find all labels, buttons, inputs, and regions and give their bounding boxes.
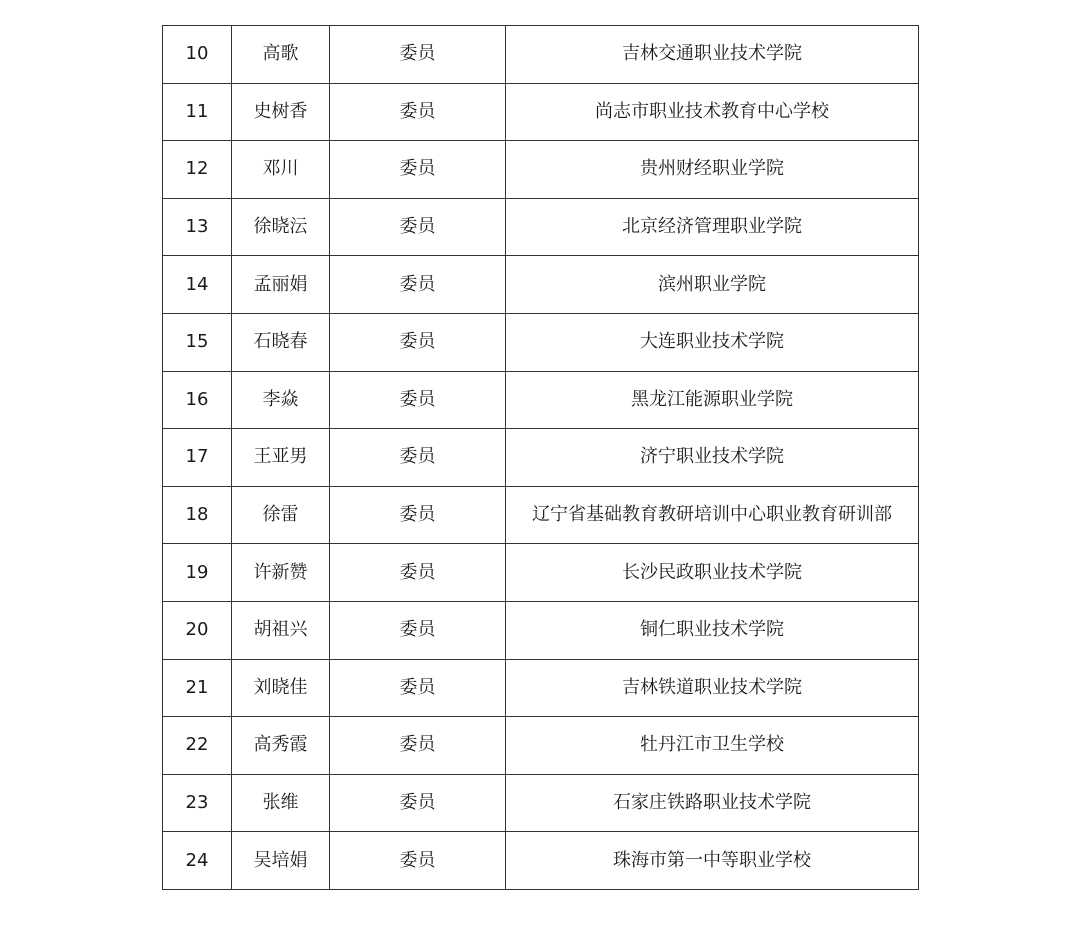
member-organization-cell: 铜仁职业技术学院 (506, 601, 919, 659)
row-number-cell: 11 (163, 83, 232, 141)
member-role-cell: 委员 (330, 429, 506, 487)
member-organization-cell: 济宁职业技术学院 (506, 429, 919, 487)
member-organization-cell: 牡丹江市卫生学校 (506, 717, 919, 775)
member-organization-cell: 石家庄铁路职业技术学院 (506, 774, 919, 832)
member-name-cell: 刘晓佳 (232, 659, 330, 717)
table-row (163, 832, 919, 890)
member-role-cell: 委员 (330, 774, 506, 832)
member-role-cell: 委员 (330, 83, 506, 141)
member-name-cell: 邓川 (232, 141, 330, 199)
member-organization-cell: 吉林铁道职业技术学院 (506, 659, 919, 717)
row-number-cell: 12 (163, 141, 232, 199)
row-number-cell: 13 (163, 198, 232, 256)
table-row (163, 486, 919, 544)
member-role-cell: 委员 (330, 371, 506, 429)
table-row (163, 717, 919, 775)
member-table (162, 25, 919, 890)
table-row (163, 26, 919, 84)
member-name-cell: 石晓春 (232, 313, 330, 371)
member-organization-cell: 长沙民政职业技术学院 (506, 544, 919, 602)
member-role-cell: 委员 (330, 486, 506, 544)
member-name-cell: 李焱 (232, 371, 330, 429)
table-row (163, 601, 919, 659)
member-name-cell: 许新赞 (232, 544, 330, 602)
member-role-cell: 委员 (330, 141, 506, 199)
row-number-cell: 10 (163, 26, 232, 84)
member-name-cell: 张维 (232, 774, 330, 832)
member-role-cell: 委员 (330, 198, 506, 256)
table-row (163, 544, 919, 602)
member-organization-cell: 贵州财经职业学院 (506, 141, 919, 199)
member-role-cell: 委员 (330, 832, 506, 890)
member-organization-cell: 辽宁省基础教育教研培训中心职业教育研训部 (506, 486, 919, 544)
row-number-cell: 16 (163, 371, 232, 429)
member-role-cell: 委员 (330, 717, 506, 775)
table-row (163, 371, 919, 429)
member-name-cell: 孟丽娟 (232, 256, 330, 314)
member-name-cell: 吴培娟 (232, 832, 330, 890)
member-role-cell: 委员 (330, 313, 506, 371)
table-row (163, 83, 919, 141)
member-role-cell: 委员 (330, 256, 506, 314)
table-row (163, 141, 919, 199)
row-number-cell: 20 (163, 601, 232, 659)
member-organization-cell: 黑龙江能源职业学院 (506, 371, 919, 429)
member-name-cell: 王亚男 (232, 429, 330, 487)
table-row (163, 198, 919, 256)
row-number-cell: 24 (163, 832, 232, 890)
member-organization-cell: 吉林交通职业技术学院 (506, 26, 919, 84)
row-number-cell: 14 (163, 256, 232, 314)
row-number-cell: 22 (163, 717, 232, 775)
member-organization-cell: 北京经济管理职业学院 (506, 198, 919, 256)
member-name-cell: 胡祖兴 (232, 601, 330, 659)
member-role-cell: 委员 (330, 544, 506, 602)
member-organization-cell: 大连职业技术学院 (506, 313, 919, 371)
member-name-cell: 徐雷 (232, 486, 330, 544)
member-organization-cell: 珠海市第一中等职业学校 (506, 832, 919, 890)
row-number-cell: 21 (163, 659, 232, 717)
member-name-cell: 高歌 (232, 26, 330, 84)
member-name-cell: 高秀霞 (232, 717, 330, 775)
member-role-cell: 委员 (330, 601, 506, 659)
table-row (163, 429, 919, 487)
row-number-cell: 15 (163, 313, 232, 371)
table-row (163, 774, 919, 832)
member-table-body (163, 26, 919, 890)
row-number-cell: 17 (163, 429, 232, 487)
member-organization-cell: 尚志市职业技术教育中心学校 (506, 83, 919, 141)
member-role-cell: 委员 (330, 26, 506, 84)
member-role-cell: 委员 (330, 659, 506, 717)
row-number-cell: 18 (163, 486, 232, 544)
table-row (163, 659, 919, 717)
row-number-cell: 19 (163, 544, 232, 602)
row-number-cell: 23 (163, 774, 232, 832)
member-organization-cell: 滨州职业学院 (506, 256, 919, 314)
table-row (163, 256, 919, 314)
member-name-cell: 徐晓沄 (232, 198, 330, 256)
member-name-cell: 史树香 (232, 83, 330, 141)
table-row (163, 313, 919, 371)
